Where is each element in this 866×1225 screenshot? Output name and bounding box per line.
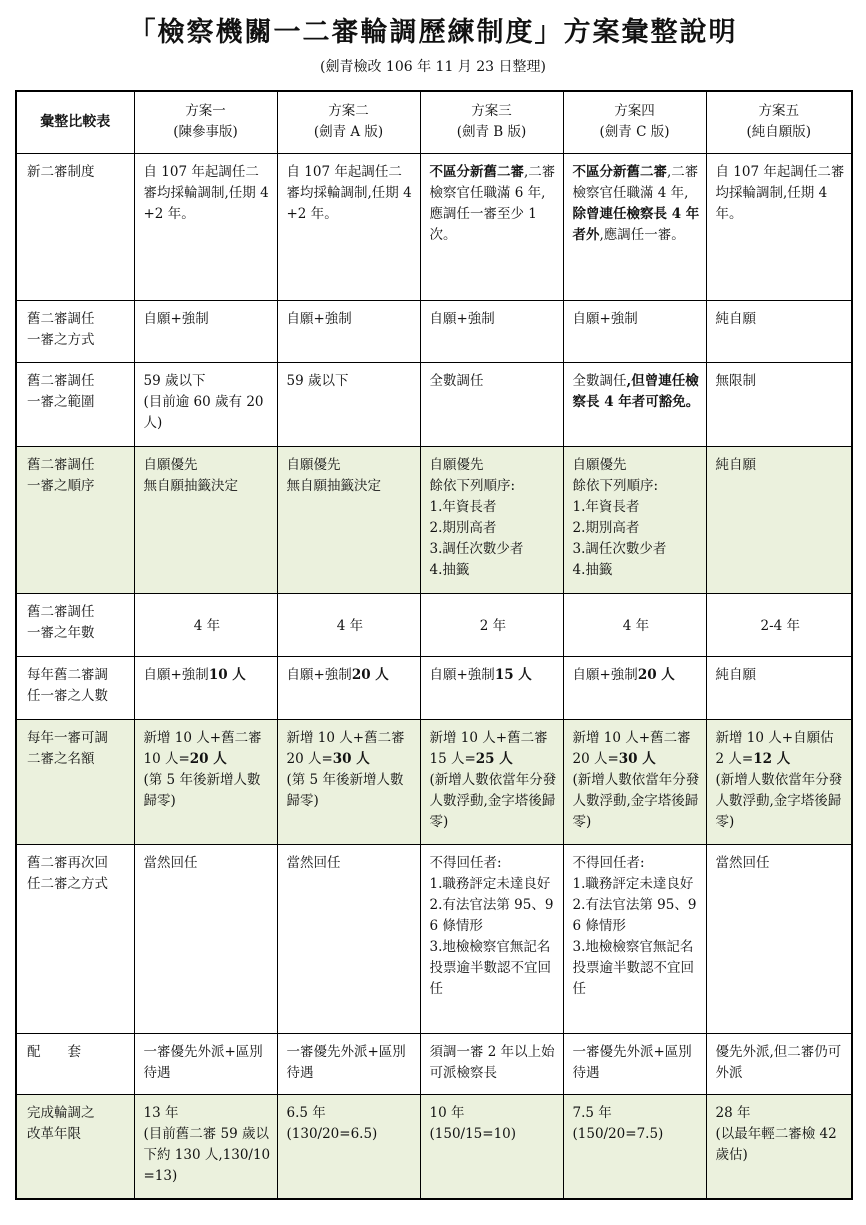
row-header: 完成輪調之 改革年限 [16,1094,134,1199]
bold-text: 20 人 [189,750,227,767]
cell-text: 新增 10 人+舊二審 15 人= [429,729,548,767]
table-cell: 10 年 (150/15=10) [420,1094,563,1199]
bold-text: 12 人 [753,750,791,767]
cell-text: 自願+強制 [143,666,209,683]
bold-text: ,但曾連任檢察長 4 年者可豁免。 [572,372,700,410]
bold-text: 15 人 [494,666,532,683]
cell-text: ,二審檢察官任職滿 4 年, [572,163,699,201]
table-row [16,719,852,844]
table-row [16,656,852,719]
table-cell: 須調一審 2 年以上始可派檢察長 [420,1033,563,1094]
column-header-4 [563,91,706,153]
table-cell: 自 107 年起調任二審均採輪調制,任期 4+2 年。 [277,153,420,300]
row-header: 舊二審調任 一審之順序 [16,446,134,593]
table-row [16,1033,852,1094]
bold-text: 10 人 [208,666,246,683]
table-cell: 一審優先外派+區別待遇 [277,1033,420,1094]
table-cell: 13 年 (目前舊二審 59 歲以下約 130 人,130/10=13) [134,1094,277,1199]
row-header: 舊二審調任 一審之年數 [16,593,134,656]
cell-text: 全數調任 [572,372,627,389]
bold-text: 不區分新舊二審 [429,163,524,180]
cell-text: ,二審檢察官任職滿 6 年,應調任一審至少 1 次。 [429,163,556,243]
corner-header: 彙整比較表 [16,91,134,153]
column-sub: (純自願版) [746,124,812,141]
row-header: 新二審制度 [16,153,134,300]
bold-text: 30 人 [618,750,656,767]
table-row [16,446,852,593]
row-header: 每年一審可調 二審之名額 [16,719,134,844]
column-name: 方案五 [758,103,799,120]
table-cell: 59 歲以下 [277,362,420,446]
table-cell [563,719,706,844]
column-name: 方案四 [614,103,655,120]
column-header-1 [134,91,277,153]
table-cell [134,656,277,719]
cell-text: 新增 10 人+自願估 2 人= [715,729,834,767]
row-header: 舊二審調任 一審之範圍 [16,362,134,446]
row-header: 每年舊二審調 任一審之人數 [16,656,134,719]
column-name: 方案二 [328,103,369,120]
table-cell: 自願優先 無自願抽籤決定 [134,446,277,593]
table-row [16,1094,852,1199]
table-cell: 一審優先外派+區別待遇 [134,1033,277,1094]
table-cell [420,656,563,719]
cell-text: 自願+強制 [286,666,352,683]
table-cell: 自願優先 無自願抽籤決定 [277,446,420,593]
cell-text: 新增 10 人+舊二審 20 人= [286,729,405,767]
cell-text: ,應調任一審。 [599,226,685,243]
column-name: 方案一 [185,103,226,120]
table-row [16,593,852,656]
bold-text: 20 人 [637,666,675,683]
table-cell: 自願+強制 [563,300,706,362]
bold-text: 不區分新舊二審 [572,163,667,180]
table-row [16,362,852,446]
table-cell: 2-4 年 [706,593,852,656]
table-cell [277,656,420,719]
row-header: 配 套 [16,1033,134,1094]
cell-text: 新增 10 人+舊二審 10 人= [143,729,262,767]
table-cell [420,719,563,844]
table-cell: 全數調任 [420,362,563,446]
table-cell: 2 年 [420,593,563,656]
table-cell: 4 年 [134,593,277,656]
table-cell: 當然回任 [706,844,852,1033]
column-name: 方案三 [471,103,512,120]
table-cell [420,153,563,300]
table-row [16,153,852,300]
table-cell: 當然回任 [277,844,420,1033]
column-sub: (劍青 B 版) [456,124,527,141]
cell-text: (新增人數依當年分發人數浮動,金字塔後歸零) [429,771,557,830]
table-cell: 純自願 [706,446,852,593]
column-sub: (陳參事版) [173,124,238,141]
table-cell: 自 107 年起調任二審均採輪調制,任期 4 年。 [706,153,852,300]
table-cell: 自願優先 餘依下列順序: 1.年資長者 2.期別高者 3.調任次數少者 4.抽籤 [563,446,706,593]
table-cell [563,362,706,446]
bold-text: 30 人 [332,750,370,767]
cell-text: 新增 10 人+舊二審 20 人= [572,729,691,767]
table-cell: 自 107 年起調任二審均採輪調制,任期 4+2 年。 [134,153,277,300]
bold-text: 20 人 [351,666,389,683]
cell-text: 自願+強制 [572,666,638,683]
column-sub: (劍青 A 版) [313,124,384,141]
table-cell: 不得回任者: 1.職務評定未達良好 2.有法官法第 95、96 條情形 3.地檢檢察官無記名投票逾半數認不宜回任 [420,844,563,1033]
bold-text: 25 人 [475,750,513,767]
cell-text: (第 5 年後新增人數歸零) [143,771,261,809]
cell-text: (新增人數依當年分發人數浮動,金字塔後歸零) [715,771,843,830]
table-cell: 自願+強制 [420,300,563,362]
header-row [16,91,852,153]
table-cell: 優先外派,但二審仍可外派 [706,1033,852,1094]
bold-text: 除曾連任檢察長 4 年者外 [572,205,700,243]
cell-text: 自願+強制 [429,666,495,683]
column-header-2 [277,91,420,153]
table-cell: 純自願 [706,300,852,362]
table-cell [563,656,706,719]
column-header-5 [706,91,852,153]
comparison-table [15,90,853,1200]
table-cell: 當然回任 [134,844,277,1033]
cell-text: (第 5 年後新增人數歸零) [286,771,404,809]
row-header: 舊二審調任 一審之方式 [16,300,134,362]
column-sub: (劍青 C 版) [599,124,670,141]
cell-text: (新增人數依當年分發人數浮動,金字塔後歸零) [572,771,700,830]
table-cell: 自願優先 餘依下列順序: 1.年資長者 2.期別高者 3.調任次數少者 4.抽籤 [420,446,563,593]
page-title: 「檢察機關一二審輪調歷練制度」方案彙整說明 [128,17,738,48]
table-row [16,844,852,1033]
row-header: 舊二審再次回 任二審之方式 [16,844,134,1033]
table-cell [277,719,420,844]
table-cell: 4 年 [277,593,420,656]
table-cell: 59 歲以下 (目前逾 60 歲有 20 人) [134,362,277,446]
table-cell: 一審優先外派+區別待遇 [563,1033,706,1094]
table-cell [134,719,277,844]
table-cell: 28 年 (以最年輕二審檢 42 歲估) [706,1094,852,1199]
table-cell [563,153,706,300]
table-cell: 不得回任者: 1.職務評定未達良好 2.有法官法第 95、96 條情形 3.地檢檢察官無記名投票逾半數認不宜回任 [563,844,706,1033]
table-cell: 7.5 年 (150/20=7.5) [563,1094,706,1199]
table-cell: 4 年 [563,593,706,656]
table-cell: 6.5 年 (130/20=6.5) [277,1094,420,1199]
table-cell [706,719,852,844]
page-subtitle: (劍青檢改 106 年 11 月 23 日整理) [320,59,546,75]
table-cell: 自願+強制 [134,300,277,362]
table-cell: 純自願 [706,656,852,719]
table-row [16,300,852,362]
table-cell: 自願+強制 [277,300,420,362]
table-cell: 無限制 [706,362,852,446]
column-header-3 [420,91,563,153]
